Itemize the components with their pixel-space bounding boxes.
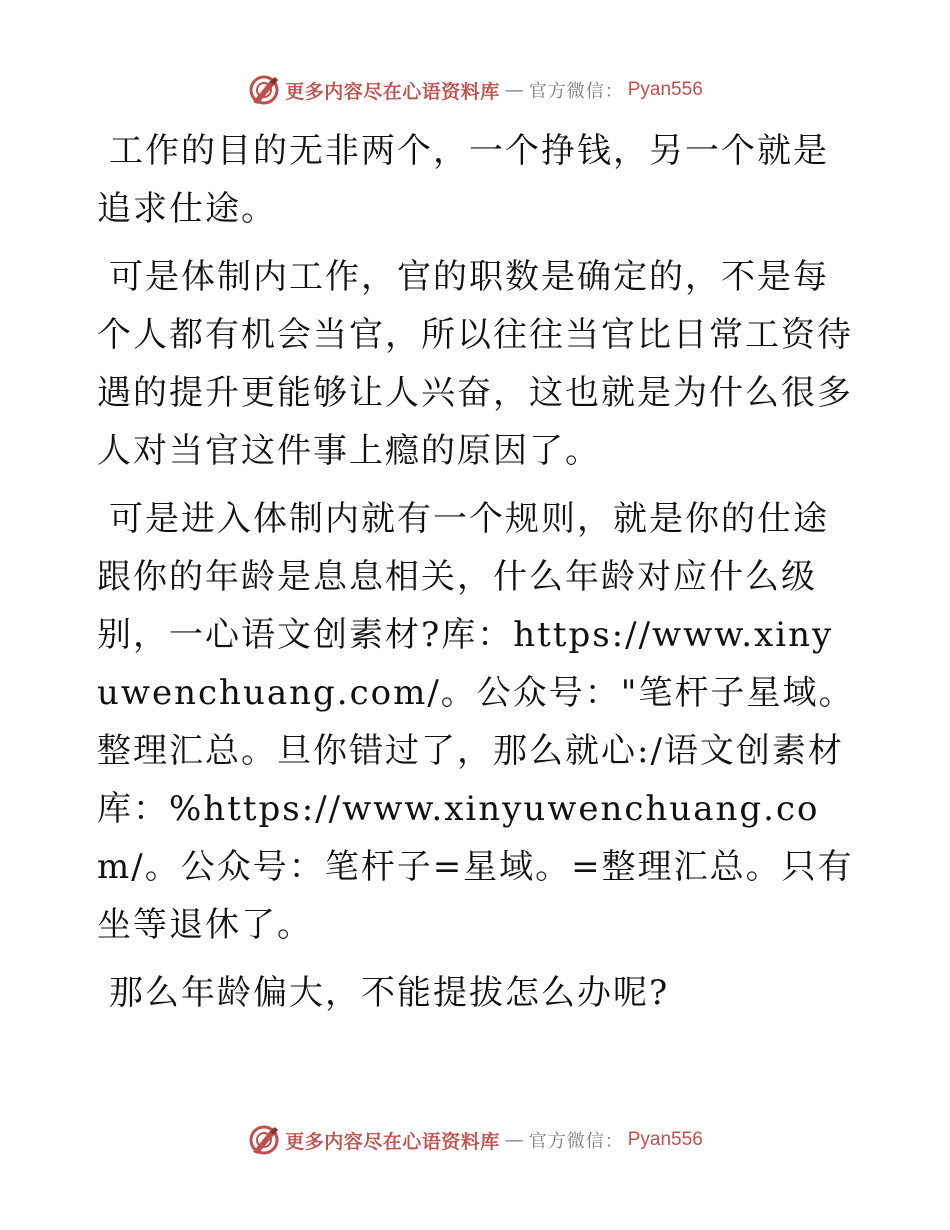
paragraph-1: 工作的目的无非两个，一个挣钱，另一个就是追求仕途。	[97, 131, 829, 229]
paragraph-2: 可是体制内工作，官的职数是确定的，不是每个人都有机会当官，所以往往当官比日常工资待遇的提升更能够让人兴奋，这也就是为什么很多人对当官这件事上瘾的原因了。	[97, 257, 853, 471]
pen-circle-logo-icon	[247, 73, 281, 107]
paragraph-4: 那么年龄偏大，不能提拔怎么办呢?	[109, 973, 670, 1013]
header-wechat-label: 官方微信：	[528, 81, 624, 102]
header-brand-text: 更多内容尽在心语资料库	[285, 80, 500, 103]
footer-dash: —	[504, 1129, 524, 1151]
pen-circle-logo-icon	[247, 1123, 281, 1157]
footer-banner	[247, 1123, 703, 1157]
footer-wechat-label: 官方微信：	[528, 1131, 624, 1152]
footer-brand-text: 更多内容尽在心语资料库	[285, 1130, 500, 1153]
header-wechat-id: Pyan556	[627, 79, 703, 100]
document-body	[97, 122, 857, 1032]
header-dash: —	[504, 79, 524, 101]
paragraph-3: 可是进入体制内就有一个规则，就是你的仕途跟你的年龄是息息相关，什么年龄对应什么级别，一心语文创素材?库：https://www.xinyuwenchuang.com/。公众号："笔杆子星域。整理汇总。旦你错过了，那么就心:/语文创素材库：%https://www.xinyuwenchuang.com/。公众号：笔杆子=星域。=整理汇总。只有坐等退休了。	[97, 499, 855, 945]
header-banner	[247, 73, 703, 107]
page-footer	[0, 1120, 950, 1160]
page-header	[0, 70, 950, 110]
footer-wechat-id: Pyan556	[627, 1129, 703, 1150]
